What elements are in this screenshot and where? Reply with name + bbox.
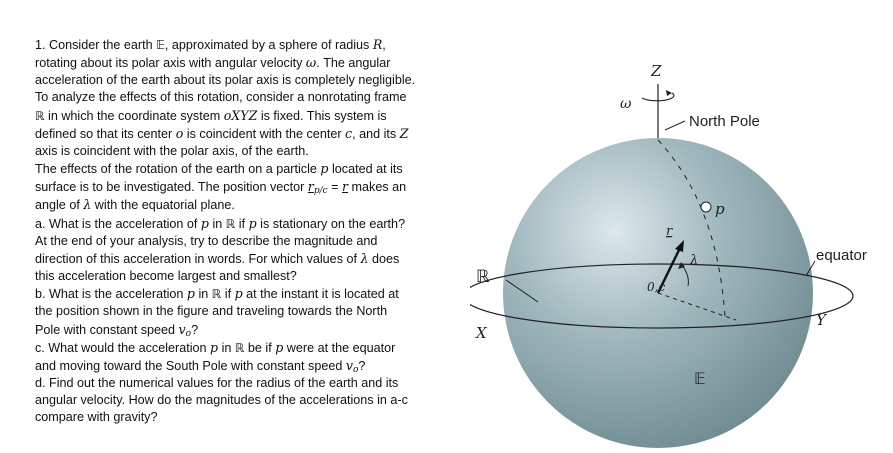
math-variable: Z [399, 125, 409, 141]
text: and moving toward the South Pole with constant speed [35, 358, 346, 373]
text: rotating about its polar axis with angular velocity [35, 56, 306, 71]
math-variable: c [345, 125, 353, 141]
frame-symbol: ℝ [35, 108, 45, 123]
text-line [35, 233, 475, 250]
math-variable: oXYZ [223, 107, 258, 123]
text: in [194, 287, 212, 302]
text-line [35, 268, 475, 285]
vector-r-label: r [666, 224, 673, 239]
text: angular velocity. How do the magnitudes of the accelerations in a-c [35, 393, 408, 408]
math-variable: p [200, 215, 209, 231]
math-variable: v [345, 357, 353, 373]
text: surface is to be investigated. The position vector [35, 180, 308, 195]
text: . The angular [316, 56, 391, 71]
math-variable: p [320, 161, 329, 177]
text-line [35, 36, 475, 54]
frame-symbol: ℝ [211, 287, 222, 302]
text: in [218, 340, 235, 355]
text-line [35, 321, 475, 339]
text-line [35, 54, 475, 72]
text-line [35, 107, 475, 125]
text-line [35, 409, 475, 426]
math-variable: v [178, 321, 186, 337]
north-pole-leader [665, 121, 685, 130]
text: To analyze the effects of this rotation, consider a nonrotating frame [35, 90, 407, 105]
earth-diagram [470, 0, 893, 453]
text: if [235, 216, 249, 231]
text: if [221, 287, 235, 302]
math-variable: p [210, 339, 219, 355]
text: The effects of the rotation of the earth on a particle [35, 162, 321, 177]
text-line [35, 143, 475, 160]
text: a. What is the acceleration of [35, 216, 201, 231]
math-subscript: p/c [313, 186, 328, 197]
text: , approximated by a sphere of radius [164, 38, 373, 52]
text-line [35, 250, 475, 268]
particle-p-label: p [715, 200, 725, 218]
text: is fixed. This system is [257, 108, 387, 123]
text: makes an [348, 180, 407, 195]
text: d. Find out the numerical values for the radius of the earth and its [35, 375, 399, 390]
text: defined so that its center [35, 126, 176, 141]
text: At the end of your analysis, try to describe the magnitude and [35, 233, 378, 248]
text-line [35, 375, 475, 392]
text: is coincident with the center [183, 126, 346, 141]
text: were at the equator [283, 340, 396, 355]
text: this acceleration become largest and smallest? [35, 269, 297, 284]
math-variable: p [275, 339, 284, 355]
text-line [35, 178, 475, 196]
origin-label: 0,c [647, 280, 666, 294]
text: = [327, 180, 343, 195]
text-line [35, 215, 475, 233]
text-line [35, 357, 475, 375]
text: , [382, 38, 386, 52]
math-variable: o [175, 125, 184, 141]
math-subscript: o [185, 328, 192, 339]
z-axis-label: Z [651, 62, 662, 80]
y-axis-label: Y [816, 311, 826, 329]
frame-r-label: ℝ [476, 267, 490, 287]
text: compare with gravity? [35, 410, 158, 425]
frame-symbol: ℝ [225, 216, 236, 231]
text: direction of this acceleration in words. For which values of [35, 251, 361, 266]
equator-label: equator [816, 247, 867, 264]
math-variable: R [372, 37, 383, 52]
lambda-label: λ [690, 253, 699, 268]
text: with the equatorial plane. [91, 198, 235, 213]
earth-label: 𝔼 [694, 369, 706, 388]
text: acceleration of the earth about its polar axis is completely negligible. [35, 73, 416, 88]
earth-figure [470, 0, 893, 453]
math-variable: λ [83, 197, 92, 213]
text-line [35, 339, 475, 357]
math-variable: p [248, 215, 257, 231]
text: 1. Consider the earth [35, 38, 157, 52]
text: in which the coordinate system [44, 108, 224, 123]
text: located at its [328, 162, 403, 177]
math-variable: ω [305, 55, 317, 71]
x-axis-label: X [476, 324, 487, 342]
text: ? [191, 322, 199, 337]
omega-label: ω [620, 96, 632, 112]
text: in [208, 216, 226, 231]
north-pole-label: North Pole [689, 113, 760, 130]
text: axis is coincident with the polar axis, of the earth. [35, 143, 309, 158]
text: is stationary on the earth? [256, 216, 406, 231]
text-line [35, 196, 475, 214]
text: c. What would the acceleration [35, 340, 211, 355]
text-line [35, 160, 475, 178]
text-line [35, 285, 475, 303]
math-variable: r [342, 179, 349, 195]
text-line [35, 125, 475, 143]
text: the position shown in the figure and traveling towards the North [35, 304, 388, 319]
text: at the instant it is located at [242, 287, 399, 302]
text-line [35, 89, 475, 106]
particle-p [701, 202, 711, 212]
math-variable: p [186, 286, 195, 302]
text: does [368, 251, 400, 266]
earth-symbol: 𝔼 [156, 38, 165, 52]
text: angle of [35, 198, 84, 213]
frame-symbol: ℝ [234, 340, 245, 355]
text: be if [244, 340, 276, 355]
problem-statement [35, 36, 475, 426]
rotation-arrowhead-icon [666, 90, 672, 96]
text: b. What is the acceleration [35, 287, 187, 302]
math-variable: r [307, 179, 314, 195]
text: ? [358, 358, 366, 373]
text-line [35, 72, 475, 89]
math-variable: p [234, 286, 243, 302]
text-line [35, 303, 475, 320]
text: , and its [352, 126, 400, 141]
text-line [35, 392, 475, 409]
math-subscript: o [352, 364, 359, 375]
math-variable: λ [360, 250, 369, 266]
text: Pole with constant speed [35, 322, 179, 337]
